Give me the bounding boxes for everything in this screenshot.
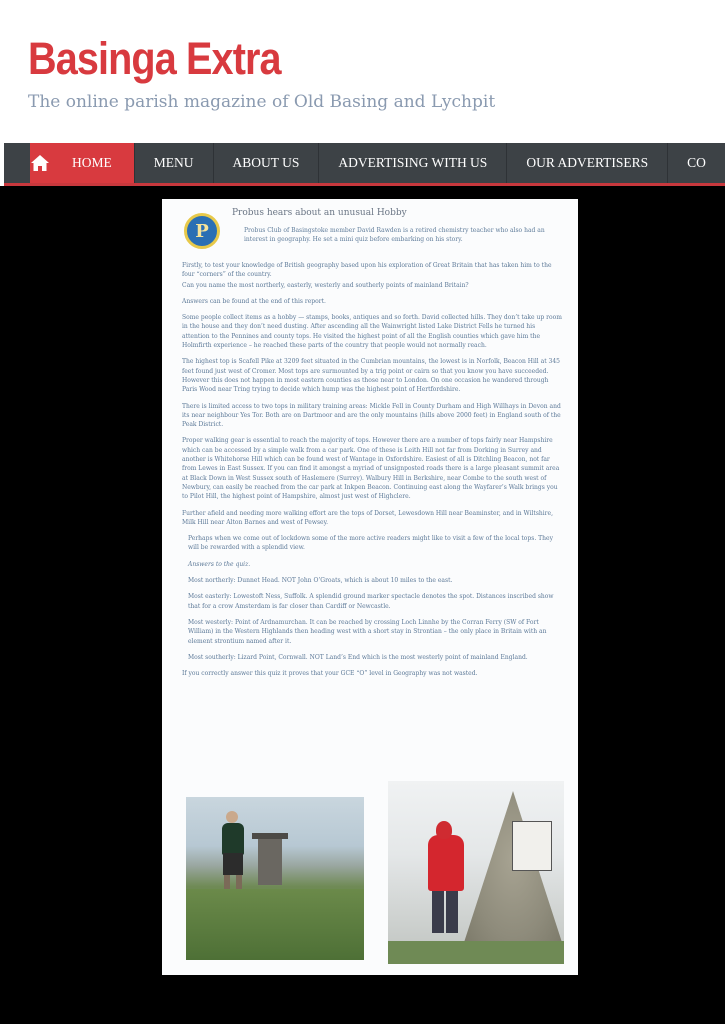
probus-logo (184, 213, 220, 249)
article-paragraph: Some people collect items as a hobby — stamps, books, antiques and so forth. David collected hills. They don’t take up room in the house and they don’t need dusting. After ascending all the Wainwright listed Lake District Fells he turned his attention to the Pennines and county tops. He visited the highest point of all the English counties which gave him the Holmfirth experience – he reached these parts of the country that people would not normally reach. (182, 314, 562, 350)
site-tagline: The online parish magazine of Old Basing and Lychpit (28, 92, 496, 112)
site-header (0, 0, 725, 143)
article-paragraph: Firstly, to test your knowledge of British geography based upon his exploration of Great Britain that has taken him to the four “corners” of the country. (182, 262, 552, 279)
nav-item-about-us[interactable]: ABOUT US (214, 143, 320, 183)
answers-heading: Answers to the quiz. (188, 560, 251, 568)
article-paragraph: Proper walking gear is essential to reach the majority of tops. However there are a number of tops fairly near Hampshire which can be accessed by a simple walk from a car park. One of these is Leith Hill not far from Dorking in Surrey and another is Whitehorse Hill which can be found west of Wantage in Oxfordshire. Easiest of all is Ditchling Beacon, not far from Lewes in East Sussex. If you can find it amongst a myriad of unsignposted roads there is a large pleasant summit area at Black Down in West Sussex south of Haslemere (Surrey). Walbury Hill in Berkshire, near Combe to the south west of Newbury, can easily be reached from the car park at Inkpen Beacon. Continuing east along the Wayfarer’s Walk brings you to Pilot Hill, the highest point of Hampshire, almost just west of Highclere. (182, 437, 560, 501)
article-intro: Probus Club of Basingstoke member David Rawden is a retired chemistry teacher who also had an interest in geography. He set a mini quiz before embarking on his story. (244, 227, 545, 244)
nav-home-button[interactable] (30, 143, 50, 183)
photo-hiker-summit-cairn (388, 781, 564, 964)
main-nav (4, 143, 725, 186)
article-title: Probus hears about an unusual Hobby (232, 208, 407, 218)
answer-westerly: Most westerly: Point of Ardnamurchan. It can be reached by crossing Loch Linnhe by the Corran Ferry (SW of Fort William) in the Western Highlands then heading west with a short stay in Strontian – the only place in Britain with an element strontium named after it. (188, 618, 547, 645)
article-paragraph: The highest top is Scafell Pike at 3209 feet situated in the Cumbrian mountains, the lowest is in Norfolk, Beacon Hill at 345 feet found just west of Cromer. Most tops are surmounted by a trig point or cairn so that you know you have succeeded. However this does not happen in most eastern counties as those near to London. On one occasion he wandered through Paris Wood near Tring trying to decide which hump was the highest point of Hertfordshire. (182, 358, 560, 394)
nav-item-contact[interactable]: CO (668, 143, 725, 183)
article-paragraph: Perhaps when we come out of lockdown some of the more active readers might like to visit a few of the local tops. They will be rewarded with a splendid view. (188, 535, 553, 552)
article-paragraph: Can you name the most northerly, easterly, westerly and southerly points of mainland Britain? (182, 281, 469, 289)
article-paragraph: Answers can be found at the end of this report. (182, 297, 326, 305)
nav-item-our-advertisers[interactable]: OUR ADVERTISERS (507, 143, 668, 183)
home-icon (30, 154, 50, 172)
article-body (182, 261, 562, 685)
nav-item-menu[interactable]: MENU (135, 143, 214, 183)
nav-item-home[interactable]: HOME (50, 143, 135, 183)
nav-item-advertising-with-us[interactable]: ADVERTISING WITH US (319, 143, 507, 183)
photo-hiker-trig-point (186, 797, 364, 960)
article-paragraph: There is limited access to two tops in military training areas: Mickle Fell in County Durham and High Willhays in Devon and its near neighbour Yes Tor. Both are on Dartmoor and are the only mountains (hills above 2000 feet) in England south of the Peak District. (182, 402, 561, 429)
article-closing: If you correctly answer this quiz it proves that your GCE “O” level in Geography was not wasted. (182, 670, 478, 678)
answer-northerly: Most northerly: Dunnet Head. NOT John O’Groats, which is about 10 miles to the east. (188, 577, 453, 585)
article-paragraph: Further afield and needing more walking effort are the tops of Dorset, Lewesdown Hill near Beaminster, and in Wiltshire, Milk Hill near Alton Barnes and west of Pewsey. (182, 509, 554, 526)
answer-southerly: Most southerly: Lizard Point, Cornwall. NOT Land’s End which is the most westerly point of mainland England. (188, 653, 528, 661)
answer-easterly: Most easterly: Lowestoft Ness, Suffolk. A splendid ground marker spectacle denotes the spot. Distances inscribed show that for a crow Amsterdam is far closer than Cardiff or Newcastle. (188, 593, 554, 610)
article-page-scan (162, 199, 578, 975)
probus-logo-letter: P (195, 220, 209, 242)
site-brand[interactable]: Basinga Extra (28, 33, 281, 84)
